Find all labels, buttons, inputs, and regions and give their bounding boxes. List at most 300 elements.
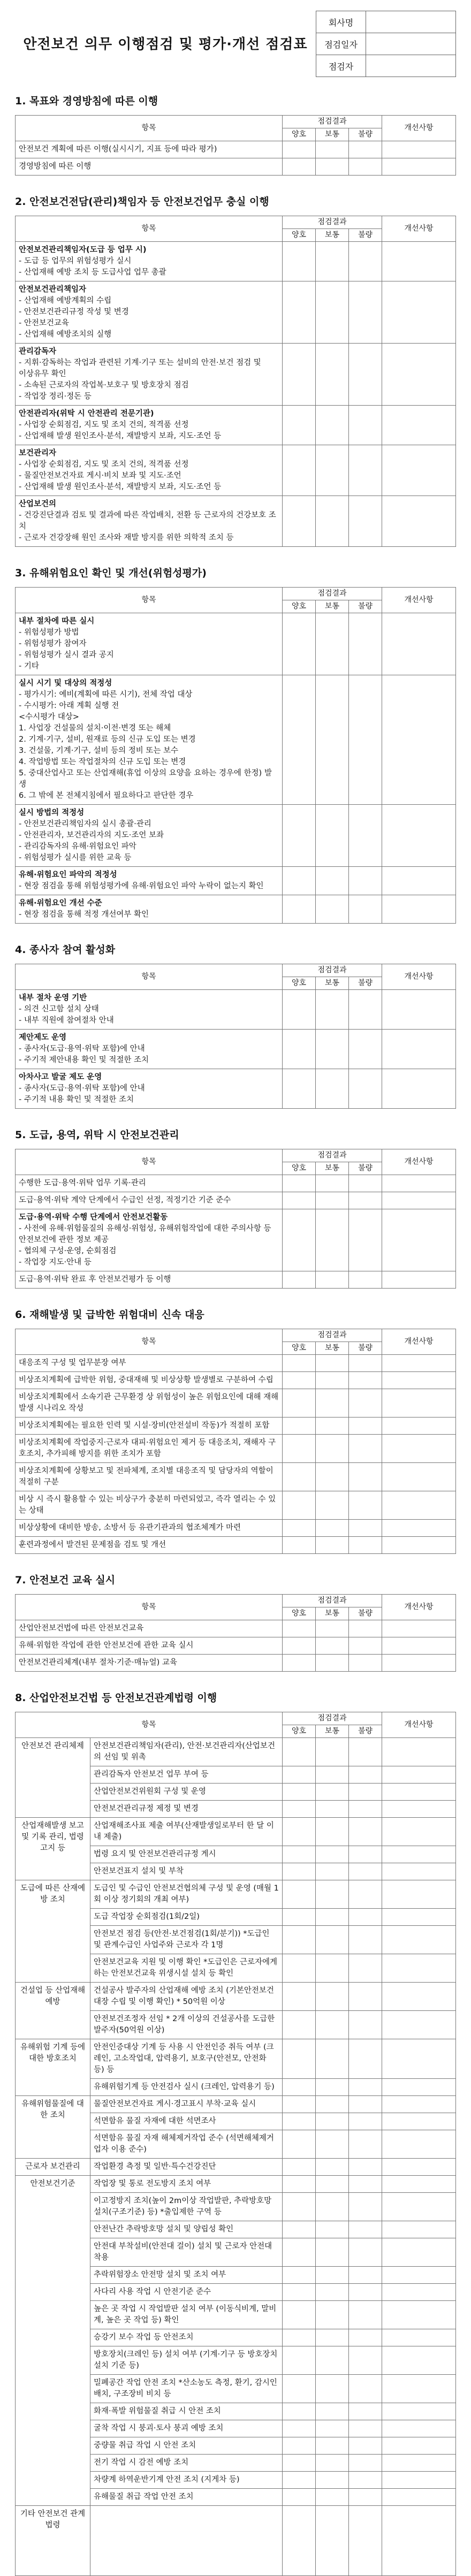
check-normal-cell[interactable] bbox=[315, 2346, 348, 2375]
check-normal-cell[interactable] bbox=[315, 1175, 348, 1192]
check-good-cell[interactable] bbox=[282, 2346, 315, 2375]
check-bad-cell[interactable] bbox=[348, 2176, 382, 2193]
check-bad-cell[interactable] bbox=[348, 2267, 382, 2284]
check-good-cell[interactable] bbox=[282, 496, 315, 547]
check-good-cell[interactable] bbox=[282, 2489, 315, 2506]
item-cell bbox=[16, 1271, 283, 1289]
check-normal-cell[interactable] bbox=[315, 1030, 348, 1069]
note-cell[interactable] bbox=[382, 1801, 456, 1818]
note-cell[interactable] bbox=[382, 1417, 456, 1435]
check-normal-cell[interactable] bbox=[315, 2193, 348, 2221]
note-cell[interactable] bbox=[382, 1192, 456, 1209]
check-bad-cell[interactable] bbox=[348, 805, 382, 867]
note-cell[interactable] bbox=[382, 1738, 456, 1766]
check-normal-cell[interactable] bbox=[315, 158, 348, 176]
check-good-cell[interactable] bbox=[282, 1463, 315, 1491]
check-normal-cell[interactable] bbox=[315, 2096, 348, 2113]
check-good-cell[interactable] bbox=[282, 2221, 315, 2238]
check-normal-cell[interactable] bbox=[315, 1738, 348, 1766]
check-normal-cell[interactable] bbox=[315, 895, 348, 924]
note-cell[interactable] bbox=[382, 1818, 456, 1846]
check-bad-cell[interactable] bbox=[348, 1271, 382, 1289]
check-good-cell[interactable] bbox=[282, 1389, 315, 1417]
check-bad-cell[interactable] bbox=[348, 1954, 382, 1983]
note-cell[interactable] bbox=[382, 1030, 456, 1069]
check-normal-cell[interactable] bbox=[315, 2221, 348, 2238]
check-good-cell[interactable] bbox=[282, 2011, 315, 2039]
check-good-cell[interactable] bbox=[282, 2284, 315, 2301]
section-5-table bbox=[15, 1149, 456, 1289]
note-cell[interactable] bbox=[382, 1655, 456, 1672]
note-cell[interactable] bbox=[382, 2420, 456, 2437]
note-cell[interactable] bbox=[382, 990, 456, 1030]
item-cell: 추락위험장소 안전망 설치 및 조치 여부 bbox=[90, 2267, 283, 2284]
note-cell[interactable] bbox=[382, 242, 456, 281]
note-cell[interactable] bbox=[382, 675, 456, 805]
result-normal-header: 보통 bbox=[315, 1342, 348, 1355]
check-bad-cell[interactable] bbox=[348, 1766, 382, 1784]
check-bad-cell[interactable] bbox=[348, 2284, 382, 2301]
note-cell[interactable] bbox=[382, 2159, 456, 2176]
check-good-cell[interactable] bbox=[282, 1818, 315, 1846]
check-normal-cell[interactable] bbox=[315, 1537, 348, 1554]
check-normal-cell[interactable] bbox=[315, 867, 348, 895]
table-row bbox=[16, 1355, 456, 1372]
check-bad-cell[interactable] bbox=[348, 1801, 382, 1818]
note-cell[interactable] bbox=[382, 2267, 456, 2284]
check-good-cell[interactable] bbox=[282, 1954, 315, 1983]
check-good-cell[interactable] bbox=[282, 867, 315, 895]
note-cell[interactable] bbox=[382, 496, 456, 547]
check-good-cell[interactable] bbox=[282, 1271, 315, 1289]
check-normal-cell[interactable] bbox=[315, 1926, 348, 1954]
check-normal-cell[interactable] bbox=[315, 2039, 348, 2079]
check-good-cell[interactable] bbox=[282, 445, 315, 496]
check-normal-cell[interactable] bbox=[315, 1846, 348, 1863]
check-normal-cell[interactable] bbox=[315, 496, 348, 547]
note-cell[interactable] bbox=[382, 1355, 456, 1372]
check-good-cell[interactable] bbox=[282, 1030, 315, 1069]
check-bad-cell[interactable] bbox=[348, 1863, 382, 1880]
check-bad-cell[interactable] bbox=[348, 1537, 382, 1554]
check-bad-cell[interactable] bbox=[348, 1520, 382, 1537]
check-good-cell[interactable] bbox=[282, 1537, 315, 1554]
check-normal-cell[interactable] bbox=[315, 2375, 348, 2403]
check-good-cell[interactable] bbox=[282, 675, 315, 805]
note-cell[interactable] bbox=[382, 1520, 456, 1537]
check-bad-cell[interactable] bbox=[348, 675, 382, 805]
check-good-cell[interactable] bbox=[282, 1372, 315, 1389]
check-good-cell[interactable] bbox=[282, 1801, 315, 1818]
note-cell[interactable] bbox=[382, 1209, 456, 1271]
check-bad-cell[interactable] bbox=[348, 281, 382, 344]
note-cell[interactable] bbox=[382, 2346, 456, 2375]
note-cell[interactable] bbox=[382, 2506, 456, 2576]
check-bad-cell[interactable] bbox=[348, 2159, 382, 2176]
check-bad-cell[interactable] bbox=[348, 445, 382, 496]
check-bad-cell[interactable] bbox=[348, 2096, 382, 2113]
note-cell[interactable] bbox=[382, 1271, 456, 1289]
check-normal-cell[interactable] bbox=[315, 1491, 348, 1520]
note-cell[interactable] bbox=[382, 2221, 456, 2238]
note-cell[interactable] bbox=[382, 1435, 456, 1463]
check-normal-cell[interactable] bbox=[315, 2301, 348, 2329]
item-detail: - 안전보건관리규정 작성 및 변경 bbox=[19, 308, 129, 316]
check-normal-cell[interactable] bbox=[315, 1766, 348, 1784]
check-normal-cell[interactable] bbox=[315, 1954, 348, 1983]
item-heading: 산업보건의 bbox=[19, 500, 57, 508]
check-normal-cell[interactable] bbox=[315, 242, 348, 281]
header-row bbox=[16, 588, 456, 600]
check-good-cell[interactable] bbox=[282, 2455, 315, 2472]
check-normal-cell[interactable] bbox=[315, 2506, 348, 2576]
note-cell[interactable] bbox=[382, 344, 456, 406]
item-detail: 안전보건에 관한 정보 제공 bbox=[19, 1236, 109, 1244]
check-bad-cell[interactable] bbox=[348, 2329, 382, 2346]
check-bad-cell[interactable] bbox=[348, 2113, 382, 2130]
check-bad-cell[interactable] bbox=[348, 1389, 382, 1417]
item-cell bbox=[16, 1175, 283, 1192]
check-normal-cell[interactable] bbox=[315, 406, 348, 445]
check-normal-cell[interactable] bbox=[315, 2267, 348, 2284]
check-bad-cell[interactable] bbox=[348, 2130, 382, 2159]
check-good-cell[interactable] bbox=[282, 2193, 315, 2221]
check-normal-cell[interactable] bbox=[315, 2420, 348, 2437]
check-normal-cell[interactable] bbox=[315, 1880, 348, 1909]
note-cell[interactable] bbox=[382, 1389, 456, 1417]
check-good-cell[interactable] bbox=[282, 1784, 315, 1801]
note-cell[interactable] bbox=[382, 2489, 456, 2506]
check-normal-cell[interactable] bbox=[315, 1209, 348, 1271]
item-detail: 이상유무 확인 bbox=[19, 370, 66, 378]
note-cell[interactable] bbox=[382, 1620, 456, 1637]
check-bad-cell[interactable] bbox=[348, 2301, 382, 2329]
item-detail: - 산업재해 발생 원인조사·분석, 재발방지 보좌, 지도·조언 등 bbox=[19, 432, 222, 440]
check-good-cell[interactable] bbox=[282, 2079, 315, 2096]
check-normal-cell[interactable] bbox=[315, 2403, 348, 2420]
note-cell[interactable] bbox=[382, 1846, 456, 1863]
note-cell[interactable] bbox=[382, 895, 456, 924]
note-cell[interactable] bbox=[382, 1954, 456, 1983]
check-bad-cell[interactable] bbox=[348, 1463, 382, 1491]
check-good-cell[interactable] bbox=[282, 1355, 315, 1372]
check-normal-cell[interactable] bbox=[315, 2130, 348, 2159]
check-bad-cell[interactable] bbox=[348, 2079, 382, 2096]
note-cell[interactable] bbox=[382, 2193, 456, 2221]
check-bad-cell[interactable] bbox=[348, 895, 382, 924]
check-good-cell[interactable] bbox=[282, 2039, 315, 2079]
check-bad-cell[interactable] bbox=[348, 2403, 382, 2420]
check-good-cell[interactable] bbox=[282, 2176, 315, 2193]
check-bad-cell[interactable] bbox=[348, 1355, 382, 1372]
check-bad-cell[interactable] bbox=[348, 2346, 382, 2375]
note-cell[interactable] bbox=[382, 1983, 456, 2011]
check-bad-cell[interactable] bbox=[348, 1880, 382, 1909]
note-cell[interactable] bbox=[382, 1372, 456, 1389]
check-bad-cell[interactable] bbox=[348, 1983, 382, 2011]
check-normal-cell[interactable] bbox=[315, 2113, 348, 2130]
check-good-cell[interactable] bbox=[282, 2375, 315, 2403]
check-bad-cell[interactable] bbox=[348, 1435, 382, 1463]
check-good-cell[interactable] bbox=[282, 1909, 315, 1926]
check-good-cell[interactable] bbox=[282, 1637, 315, 1655]
check-bad-cell[interactable] bbox=[348, 1417, 382, 1435]
check-bad-cell[interactable] bbox=[348, 1175, 382, 1192]
check-good-cell[interactable] bbox=[282, 1175, 315, 1192]
check-normal-cell[interactable] bbox=[315, 1909, 348, 1926]
check-bad-cell[interactable] bbox=[348, 2238, 382, 2267]
company-field[interactable] bbox=[366, 11, 456, 33]
check-good-cell[interactable] bbox=[282, 344, 315, 406]
check-normal-cell[interactable] bbox=[315, 2472, 348, 2489]
note-cell[interactable] bbox=[382, 1880, 456, 1909]
check-bad-cell[interactable] bbox=[348, 1209, 382, 1271]
check-normal-cell[interactable] bbox=[315, 2176, 348, 2193]
check-normal-cell[interactable] bbox=[315, 1520, 348, 1537]
note-cell[interactable] bbox=[382, 2011, 456, 2039]
check-bad-cell[interactable] bbox=[348, 2420, 382, 2437]
check-bad-cell[interactable] bbox=[348, 1030, 382, 1069]
note-cell[interactable] bbox=[382, 1766, 456, 1784]
check-good-cell[interactable] bbox=[282, 281, 315, 344]
check-bad-cell[interactable] bbox=[348, 1926, 382, 1954]
note-cell[interactable] bbox=[382, 2472, 456, 2489]
check-bad-cell[interactable] bbox=[348, 1655, 382, 1672]
note-cell[interactable] bbox=[382, 2130, 456, 2159]
check-bad-cell[interactable] bbox=[348, 2472, 382, 2489]
check-normal-cell[interactable] bbox=[315, 1801, 348, 1818]
check-normal-cell[interactable] bbox=[315, 990, 348, 1030]
note-cell[interactable] bbox=[382, 2039, 456, 2079]
check-good-cell[interactable] bbox=[282, 1880, 315, 1909]
check-good-cell[interactable] bbox=[282, 2420, 315, 2437]
check-normal-cell[interactable] bbox=[315, 1983, 348, 2011]
check-good-cell[interactable] bbox=[282, 2267, 315, 2284]
check-good-cell[interactable] bbox=[282, 1655, 315, 1672]
check-good-cell[interactable] bbox=[282, 1435, 315, 1463]
note-cell[interactable] bbox=[382, 805, 456, 867]
result-header: 점검결과 bbox=[282, 1149, 382, 1162]
inspector-field[interactable] bbox=[366, 55, 456, 77]
note-cell[interactable] bbox=[382, 445, 456, 496]
check-good-cell[interactable] bbox=[282, 2238, 315, 2267]
check-good-cell[interactable] bbox=[282, 406, 315, 445]
check-normal-cell[interactable] bbox=[315, 613, 348, 675]
check-good-cell[interactable] bbox=[282, 1863, 315, 1880]
check-normal-cell[interactable] bbox=[315, 1417, 348, 1435]
check-normal-cell[interactable] bbox=[315, 1271, 348, 1289]
note-cell[interactable] bbox=[382, 1784, 456, 1801]
check-normal-cell[interactable] bbox=[315, 2079, 348, 2096]
check-good-cell[interactable] bbox=[282, 1491, 315, 1520]
note-cell[interactable] bbox=[382, 613, 456, 675]
check-good-cell[interactable] bbox=[282, 2403, 315, 2420]
check-good-cell[interactable] bbox=[282, 2096, 315, 2113]
check-bad-cell[interactable] bbox=[348, 1909, 382, 1926]
check-good-cell[interactable] bbox=[282, 2301, 315, 2329]
check-good-cell[interactable] bbox=[282, 805, 315, 867]
check-normal-cell[interactable] bbox=[315, 2489, 348, 2506]
note-cell[interactable] bbox=[382, 1175, 456, 1192]
title-bar bbox=[15, 11, 456, 75]
check-bad-cell[interactable] bbox=[348, 1818, 382, 1846]
item-cell: 법령 요지 및 안전보건관리규정 게시 bbox=[90, 1846, 283, 1863]
check-normal-cell[interactable] bbox=[315, 1069, 348, 1109]
check-normal-cell[interactable] bbox=[315, 141, 348, 158]
check-bad-cell[interactable] bbox=[348, 1069, 382, 1109]
check-good-cell[interactable] bbox=[282, 895, 315, 924]
check-normal-cell[interactable] bbox=[315, 1784, 348, 1801]
note-cell[interactable] bbox=[382, 1909, 456, 1926]
category-cell: 근로자 보건관리 bbox=[16, 2159, 90, 2176]
check-good-cell[interactable] bbox=[282, 2113, 315, 2130]
check-bad-cell[interactable] bbox=[348, 344, 382, 406]
check-good-cell[interactable] bbox=[282, 2329, 315, 2346]
check-normal-cell[interactable] bbox=[315, 805, 348, 867]
item-detail: - 물질안전보건자료 게시·비치 보좌 및 지도·조언 bbox=[19, 471, 181, 480]
check-normal-cell[interactable] bbox=[315, 1863, 348, 1880]
note-cell[interactable] bbox=[382, 2301, 456, 2329]
check-bad-cell[interactable] bbox=[348, 867, 382, 895]
check-good-cell[interactable] bbox=[282, 990, 315, 1030]
check-bad-cell[interactable] bbox=[348, 2039, 382, 2079]
check-good-cell[interactable] bbox=[282, 613, 315, 675]
check-good-cell[interactable] bbox=[282, 158, 315, 176]
section-7-table bbox=[15, 1594, 456, 1672]
check-good-cell[interactable] bbox=[282, 2472, 315, 2489]
check-normal-cell[interactable] bbox=[315, 2238, 348, 2267]
check-good-cell[interactable] bbox=[282, 1983, 315, 2011]
check-bad-cell[interactable] bbox=[348, 1637, 382, 1655]
note-cell[interactable] bbox=[382, 2375, 456, 2403]
note-cell[interactable] bbox=[382, 1637, 456, 1655]
check-normal-cell[interactable] bbox=[315, 1463, 348, 1491]
check-normal-cell[interactable] bbox=[315, 1355, 348, 1372]
result-normal-header: 보통 bbox=[315, 1607, 348, 1620]
check-bad-cell[interactable] bbox=[348, 1846, 382, 1863]
note-cell[interactable] bbox=[382, 1069, 456, 1109]
check-good-cell[interactable] bbox=[282, 1417, 315, 1435]
note-cell[interactable] bbox=[382, 2284, 456, 2301]
check-normal-cell[interactable] bbox=[315, 1372, 348, 1389]
check-normal-cell[interactable] bbox=[315, 445, 348, 496]
check-good-cell[interactable] bbox=[282, 242, 315, 281]
note-cell[interactable] bbox=[382, 1863, 456, 1880]
check-normal-cell[interactable] bbox=[315, 2284, 348, 2301]
check-good-cell[interactable] bbox=[282, 2159, 315, 2176]
note-cell[interactable] bbox=[382, 1926, 456, 1954]
check-good-cell[interactable] bbox=[282, 1192, 315, 1209]
check-normal-cell[interactable] bbox=[315, 344, 348, 406]
check-good-cell[interactable] bbox=[282, 1766, 315, 1784]
note-cell[interactable] bbox=[382, 2403, 456, 2420]
check-bad-cell[interactable] bbox=[348, 1620, 382, 1637]
check-normal-cell[interactable] bbox=[315, 2437, 348, 2455]
item-cell bbox=[16, 1435, 283, 1463]
check-normal-cell[interactable] bbox=[315, 675, 348, 805]
check-bad-cell[interactable] bbox=[348, 242, 382, 281]
check-normal-cell[interactable] bbox=[315, 1389, 348, 1417]
check-bad-cell[interactable] bbox=[348, 1372, 382, 1389]
check-normal-cell[interactable] bbox=[315, 2455, 348, 2472]
check-normal-cell[interactable] bbox=[315, 1620, 348, 1637]
check-good-cell[interactable] bbox=[282, 1520, 315, 1537]
check-bad-cell[interactable] bbox=[348, 496, 382, 547]
check-bad-cell[interactable] bbox=[348, 1491, 382, 1520]
note-cell[interactable] bbox=[382, 2096, 456, 2113]
note-cell[interactable] bbox=[382, 2238, 456, 2267]
note-cell[interactable] bbox=[382, 281, 456, 344]
check-normal-cell[interactable] bbox=[315, 281, 348, 344]
item-heading: 안전관리자(위탁 시 안전관리 전문기관) bbox=[19, 409, 154, 418]
check-bad-cell[interactable] bbox=[348, 2011, 382, 2039]
note-cell[interactable] bbox=[382, 2176, 456, 2193]
check-bad-cell[interactable] bbox=[348, 2193, 382, 2221]
check-normal-cell[interactable] bbox=[315, 1192, 348, 1209]
check-good-cell[interactable] bbox=[282, 1069, 315, 1109]
note-cell[interactable] bbox=[382, 141, 456, 158]
category-cell: 유해위험물질에 대한 조치 bbox=[16, 2096, 90, 2159]
note-cell[interactable] bbox=[382, 158, 456, 176]
check-bad-cell[interactable] bbox=[348, 613, 382, 675]
check-normal-cell[interactable] bbox=[315, 2329, 348, 2346]
check-good-cell[interactable] bbox=[282, 2130, 315, 2159]
check-bad-cell[interactable] bbox=[348, 2437, 382, 2455]
check-normal-cell[interactable] bbox=[315, 1818, 348, 1846]
check-bad-cell[interactable] bbox=[348, 141, 382, 158]
check-bad-cell[interactable] bbox=[348, 406, 382, 445]
item-heading: 비상조치계획에 작업중지·근로자 대피·위험요인 제거 등 대응조치, 재해자 구호조치, 추가피해 방지를 위한 조치가 포함 bbox=[19, 1438, 276, 1458]
note-cell[interactable] bbox=[382, 406, 456, 445]
note-cell[interactable] bbox=[382, 2079, 456, 2096]
note-cell[interactable] bbox=[382, 2455, 456, 2472]
item-cell bbox=[16, 867, 283, 895]
check-normal-cell[interactable] bbox=[315, 1655, 348, 1672]
note-cell[interactable] bbox=[382, 1463, 456, 1491]
check-normal-cell[interactable] bbox=[315, 2011, 348, 2039]
check-bad-cell[interactable] bbox=[348, 2375, 382, 2403]
check-good-cell[interactable] bbox=[282, 1926, 315, 1954]
check-bad-cell[interactable] bbox=[348, 2455, 382, 2472]
item-detail: - 안전보건관리책임자의 실시 총괄·관리 bbox=[19, 820, 151, 828]
note-cell[interactable] bbox=[382, 2329, 456, 2346]
check-good-cell[interactable] bbox=[282, 1209, 315, 1271]
note-cell[interactable] bbox=[382, 1491, 456, 1520]
check-bad-cell[interactable] bbox=[348, 2506, 382, 2576]
note-cell[interactable] bbox=[382, 2437, 456, 2455]
check-bad-cell[interactable] bbox=[348, 1784, 382, 1801]
check-good-cell[interactable] bbox=[282, 1846, 315, 1863]
check-normal-cell[interactable] bbox=[315, 1435, 348, 1463]
check-bad-cell[interactable] bbox=[348, 1738, 382, 1766]
check-bad-cell[interactable] bbox=[348, 2489, 382, 2506]
date-field[interactable] bbox=[366, 33, 456, 55]
check-good-cell[interactable] bbox=[282, 1620, 315, 1637]
note-cell[interactable] bbox=[382, 867, 456, 895]
check-bad-cell[interactable] bbox=[348, 2221, 382, 2238]
check-normal-cell[interactable] bbox=[315, 2159, 348, 2176]
note-cell[interactable] bbox=[382, 1537, 456, 1554]
check-good-cell[interactable] bbox=[282, 2506, 315, 2576]
note-cell[interactable] bbox=[382, 2113, 456, 2130]
check-bad-cell[interactable] bbox=[348, 1192, 382, 1209]
check-normal-cell[interactable] bbox=[315, 1637, 348, 1655]
check-good-cell[interactable] bbox=[282, 141, 315, 158]
check-good-cell[interactable] bbox=[282, 2437, 315, 2455]
check-bad-cell[interactable] bbox=[348, 158, 382, 176]
check-good-cell[interactable] bbox=[282, 1738, 315, 1766]
check-bad-cell[interactable] bbox=[348, 990, 382, 1030]
